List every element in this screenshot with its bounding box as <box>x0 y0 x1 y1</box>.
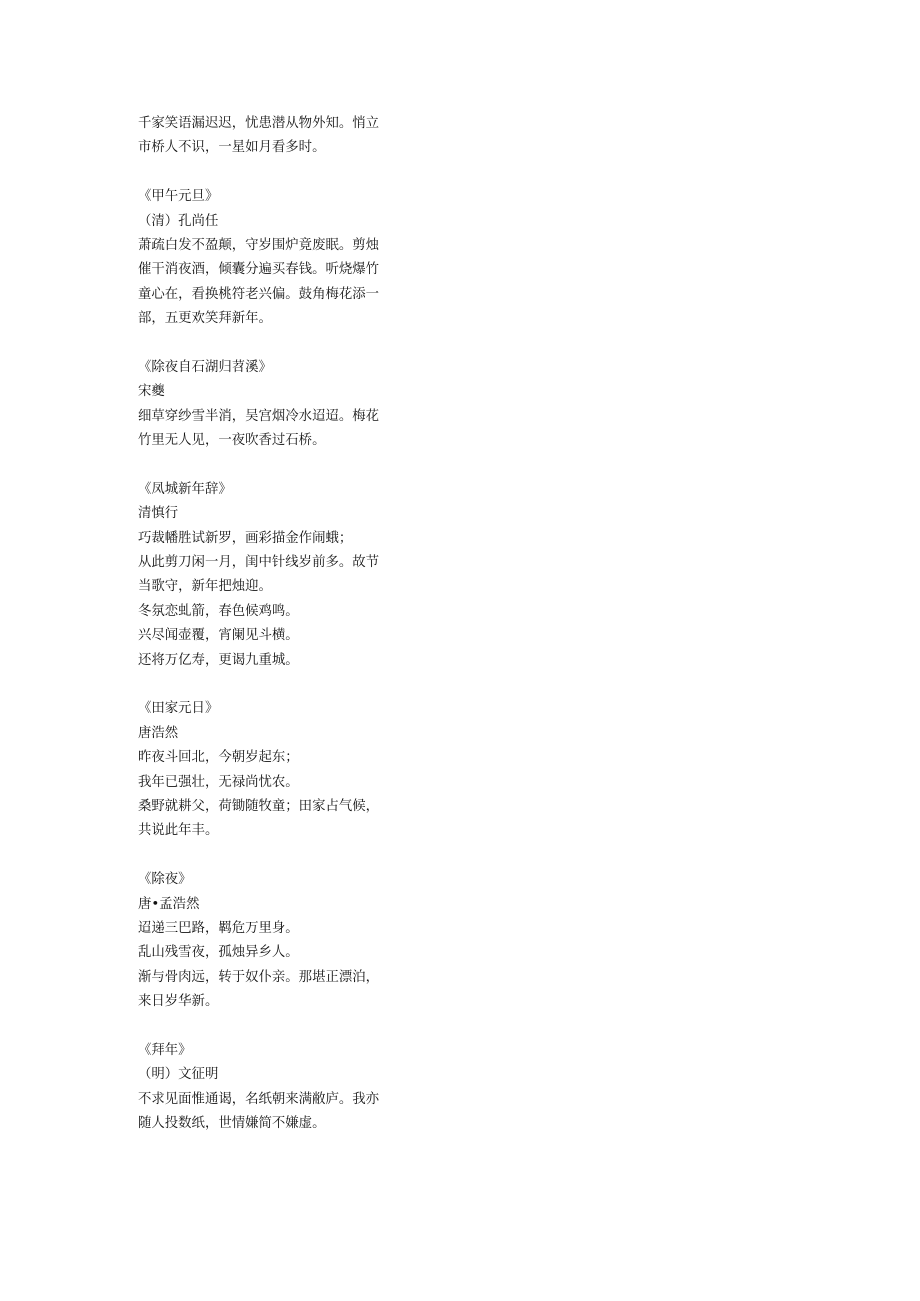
document-body <box>138 112 398 1161</box>
poem-line: 桑野就耕父，荷锄随牧童；田家占气候， <box>138 798 380 814</box>
poem-title: 《拜年》 <box>138 1042 192 1058</box>
poem-line: 巧裁幡胜试新罗，画彩描金作闹蛾； <box>138 530 353 546</box>
poem-title: 《除夜》 <box>138 872 192 888</box>
poem-author: （清）孔尚任 <box>138 213 219 229</box>
poem-line: 萧疏白发不盈颠，守岁围炉竟废眠。剪烛 <box>138 237 380 253</box>
poem-line: 共说此年丰。 <box>138 823 219 839</box>
poem-line: 随人投数纸，世情嫌简不嫌虚。 <box>138 1116 326 1132</box>
poem-tianjia-yuanri <box>138 697 398 843</box>
poem-line: 乱山残雪夜，孤烛异乡人。 <box>138 945 299 961</box>
poem-chuye <box>138 868 398 1014</box>
poem-author: （明）文征明 <box>138 1067 219 1083</box>
poem-line: 来日岁华新。 <box>138 994 219 1010</box>
poem-title: 《甲午元旦》 <box>138 189 219 205</box>
poem-line: 不求见面惟通谒，名纸朝来满敝庐。我亦 <box>138 1091 380 1107</box>
poem-line: 兴尽闻壶覆，宵阑见斗横。 <box>138 628 299 644</box>
poem-continuation <box>138 112 398 161</box>
poem-jiawu-yuandan <box>138 185 398 331</box>
poem-author: 宋夔 <box>138 384 165 400</box>
poem-line: 市桥人不识，一星如月看多时。 <box>138 140 326 156</box>
poem-line: 催干消夜酒，倾囊分遍买春钱。听烧爆竹 <box>138 262 380 278</box>
poem-line: 从此剪刀闲一月，闺中针线岁前多。故节 <box>138 555 380 571</box>
poem-chuye-shihu <box>138 356 398 454</box>
poem-line: 昨夜斗回北，今朝岁起东； <box>138 750 299 766</box>
poem-line: 童心在，看换桃符老兴偏。鼓角梅花添一 <box>138 286 380 302</box>
poem-line: 当歌守，新年把烛迎。 <box>138 579 272 595</box>
poem-line: 渐与骨肉远，转于奴仆亲。那堪正漂泊， <box>138 969 380 985</box>
poem-author: 唐浩然 <box>138 725 179 741</box>
poem-line: 细草穿纱雪半消，吴宫烟冷水迢迢。梅花 <box>138 408 380 424</box>
poem-bainian <box>138 1039 398 1137</box>
poem-line: 部，五更欢笑拜新年。 <box>138 311 272 327</box>
poem-author: 唐•孟浩然 <box>138 896 200 912</box>
poem-title: 《除夜自石湖归苕溪》 <box>138 359 272 375</box>
poem-title: 《田家元日》 <box>138 701 219 717</box>
poem-line: 我年已强壮，无禄尚忧农。 <box>138 774 299 790</box>
poem-line: 迢递三巴路，羁危万里身。 <box>138 920 299 936</box>
poem-author: 清慎行 <box>138 506 179 522</box>
poem-fengcheng-xinnian <box>138 478 398 673</box>
poem-line: 冬氛恋虬箭，春色候鸡鸣。 <box>138 603 299 619</box>
poem-title: 《凤城新年辞》 <box>138 481 232 497</box>
poem-line: 竹里无人见，一夜吹香过石桥。 <box>138 433 326 449</box>
poem-line: 还将万亿寿，更谒九重城。 <box>138 652 299 668</box>
poem-line: 千家笑语漏迟迟，忧患潜从物外知。悄立 <box>138 116 380 131</box>
